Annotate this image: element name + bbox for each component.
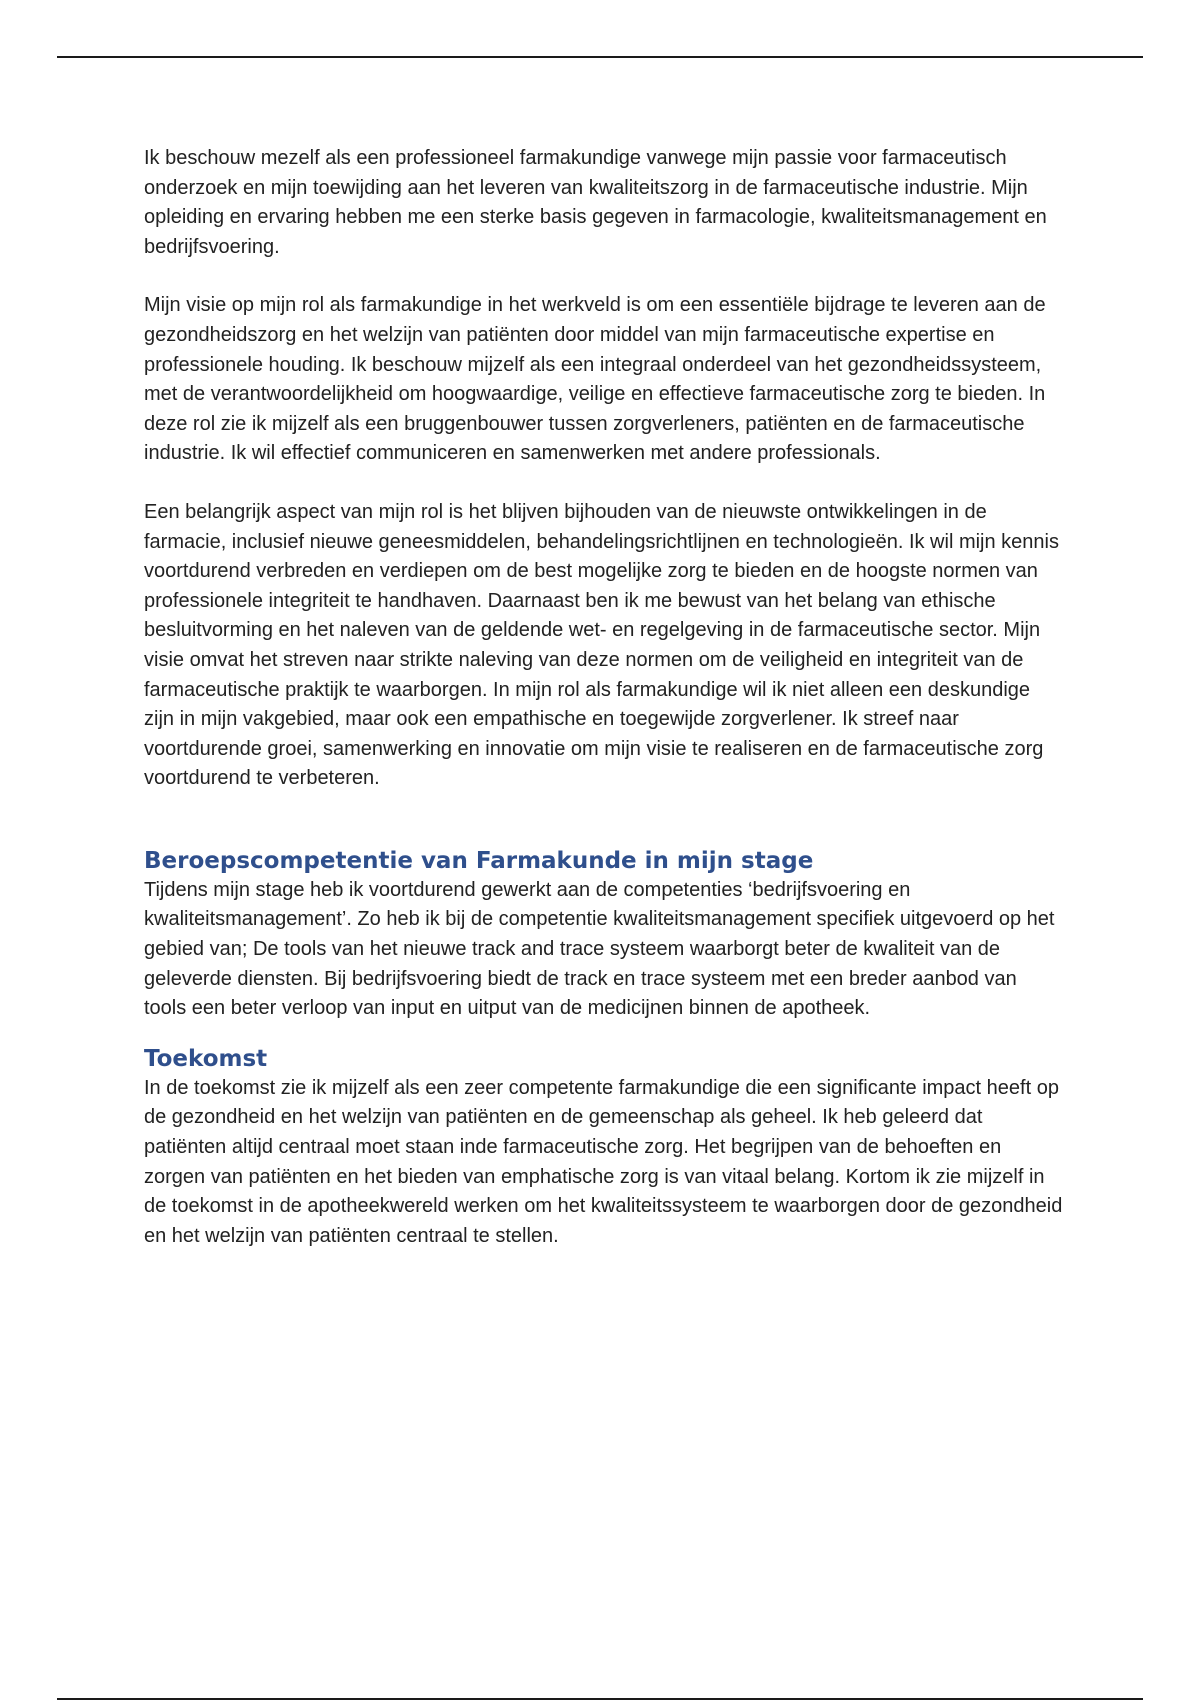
intro-paragraph-3: Een belangrijk aspect van mijn rol is het blijven bijhouden van de nieuwste ontwikkelingen in de farmacie, inclusief nieuwe geneesmiddelen, behandelingsrichtlijnen en technologieën. Ik wil mijn kennis voortdurend verbreden en verdiepen om de best mogelijke zorg te bieden en de hoogste normen van professionele integriteit te handhaven. Daarnaast ben ik me bewust van het belang van ethische besluitvorming en het naleven van de geldende wet- en regelgeving in de farmaceutische sector. Mijn visie omvat het streven naar strikte naleving van deze normen om de veiligheid en integriteit van de farmaceutische praktijk te waarborgen. In mijn rol als farmakundige wil ik niet alleen een deskundige zijn in mijn vakgebied, maar ook een empathische en toegewijde zorgverlener. Ik streef naar voortdurende groei, samenwerking en innovatie om mijn visie te realiseren en de farmaceutische zorg voortdurend te verbeteren. — [144, 500, 1059, 790]
toekomst-paragraph: In de toekomst zie ik mijzelf als een zeer competente farmakundige die een significante impact heeft op de gezondheid en het welzijn van patiënten en de gemeenschap als geheel. Ik heb geleerd dat patiënten altijd centraal moet staan inde farmaceutische zorg. Het begrijpen van de behoeften en zorgen van patiënten en het bieden van emphatische zorg is van vitaal belang. Kortom ik zie mijzelf in de toekomst in de apotheekwereld werken om het kwaliteitssysteem te waarborgen door de gezondheid en het welzijn van patiënten centraal te stellen. — [144, 1076, 1063, 1247]
intro-paragraph-2: Mijn visie op mijn rol als farmakundige in het werkveld is om een essentiële bijdrage te leveren aan de gezondheidszorg en het welzijn van patiënten door middel van mijn farmaceutische expertise en professionele houding. Ik beschouw mijzelf als een integraal onderdeel van het gezondheidssysteem, met de verantwoordelijkheid om hoogwaardige, veilige en effectieve farmaceutische zorg te bieden. In deze rol zie ik mijzelf als een bruggenbouwer tussen zorgverleners, patiënten en de farmaceutische industrie. Ik wil effectief communiceren en samenwerken met andere professionals. — [144, 294, 1046, 465]
intro-paragraph-1: Ik beschouw mezelf als een professioneel farmakundige vanwege mijn passie voor farmaceutisch onderzoek en mijn toewijding aan het leveren van kwaliteitszorg in de farmaceutische industrie. Mijn opleiding en ervaring hebben me een sterke basis gegeven in farmacologie, kwaliteitsmanagement en bedrijfsvoering. — [144, 147, 1047, 258]
header-rule — [57, 56, 1143, 58]
document-body — [144, 144, 1064, 1251]
competentie-paragraph: Tijdens mijn stage heb ik voortdurend gewerkt aan de competenties ‘bedrijfsvoering en kwaliteitsmanagement’. Zo heb ik bij de competentie kwaliteitsmanagement specifiek uitgevoerd op het gebied van; De tools van het nieuwe track and trace systeem waarborgt beter de kwaliteit van de geleverde diensten. Bij bedrijfsvoering biedt de track en trace systeem met een breder aanbod van tools een beter verloop van input en uitput van de medicijnen binnen de apotheek. — [144, 878, 1055, 1020]
section-heading-toekomst: Toekomst — [144, 1045, 268, 1072]
section-heading-competentie: Beroepscompetentie van Farmakunde in mijn stage — [144, 847, 814, 874]
